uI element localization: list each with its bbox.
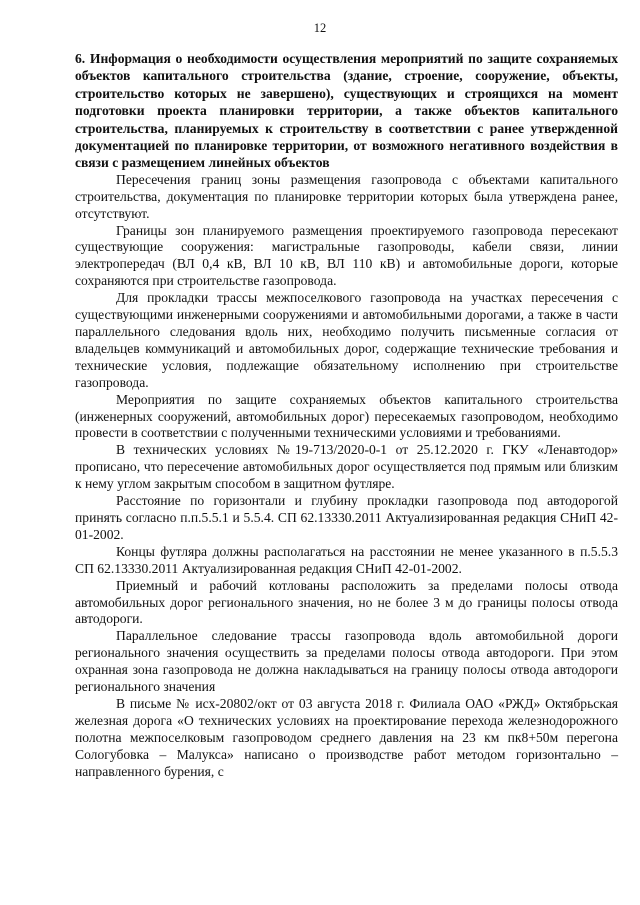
- paragraph: Параллельное следование трассы газопровода вдоль автомобильной дороги регионального значения осуществить за пределами полосы отвода автодороги. При этом охранная зона газопровода не должна накладываться на границу полосы отвода автодороги регионального значения: [75, 628, 618, 695]
- section-heading: 6. Информация о необходимости осуществления мероприятий по защите сохраняемых объектов капитального строительства (здание, строение, сооружение, объекты, строительство которых не завершено), существующих и строящихся на момент подготовки проекта планировки территории, а также объектов капитального строительства, планируемых к строительству в соответствии с ранее утвержденной документацией по планировке территории, от возможного негативного воздействия в связи с размещением линейных объектов: [75, 51, 618, 171]
- paragraph: Для прокладки трассы межпоселкового газопровода на участках пересечения с существующими инженерными сооружениями и автомобильными дорогами, а также в части параллельного следования вдоль них, необходимо получить письменные согласия от владельцев коммуникаций и автомобильных дорог, содержащие технические требования и технические условия, подлежащие обязательному исполнению при строительстве газопровода.: [75, 290, 618, 390]
- paragraph: Концы футляра должны располагаться на расстоянии не менее указанного в п.5.5.3 СП 62.13330.2011 Актуализированная редакция СНиП 42-01-2002.: [75, 543, 618, 576]
- paragraph: Мероприятия по защите сохраняемых объектов капитального строительства (инженерных сооружений, автомобильных дорог) пересекаемых газопроводом, необходимо провести в соответствии с полученными техническими условиями и требованиями.: [75, 391, 618, 441]
- page-number: 12: [313, 21, 327, 35]
- paragraph: Пересечения границ зоны размещения газопровода с объектами капитального строительства, документация по планировке территории которых была утверждена ранее, отсутствуют.: [75, 171, 618, 221]
- paragraph: В технических условиях №19-713/2020-0-1 от 25.12.2020 г. ГКУ «Ленавтодор» прописано, что пересечение автомобильных дорог осуществляется под прямым или близким к нему углом закрытым способом в защитном футляре.: [75, 442, 618, 492]
- document-body: [75, 50, 618, 780]
- paragraph: Расстояние по горизонтали и глубину прокладки газопровода под автодорогой принять согласно п.п.5.5.1 и 5.5.4. СП 62.13330.2011 Актуализированная редакция СНиП 42-01-2002.: [75, 493, 618, 542]
- paragraph: Границы зон планируемого размещения проектируемого газопровода пересекают существующие сооружения: магистральные газопроводы, кабели связи, линии электропередач (ВЛ 0,4 кВ, ВЛ 10 кВ, ВЛ 110 кВ) и автомобильные дороги, которые сохраняются при строительстве газопровода.: [75, 222, 618, 289]
- paragraph: В письме № исх-20802/окт от 03 августа 2018 г. Филиала ОАО «РЖД» Октябрьская железная дорога «О технических условиях на проектирование перехода железнодорожного полотна межпоселковым газопроводом среднего давления на 23 км пк8+50м перегона Сологубовка – Малукса» написано о производстве работ методом горизонтально – направленного бурения, с: [75, 695, 618, 779]
- paragraph: Приемный и рабочий котлованы расположить за пределами полосы отвода автомобильных дорог регионального значения, но не более 3 м до границы полосы отвода автодороги.: [75, 577, 618, 627]
